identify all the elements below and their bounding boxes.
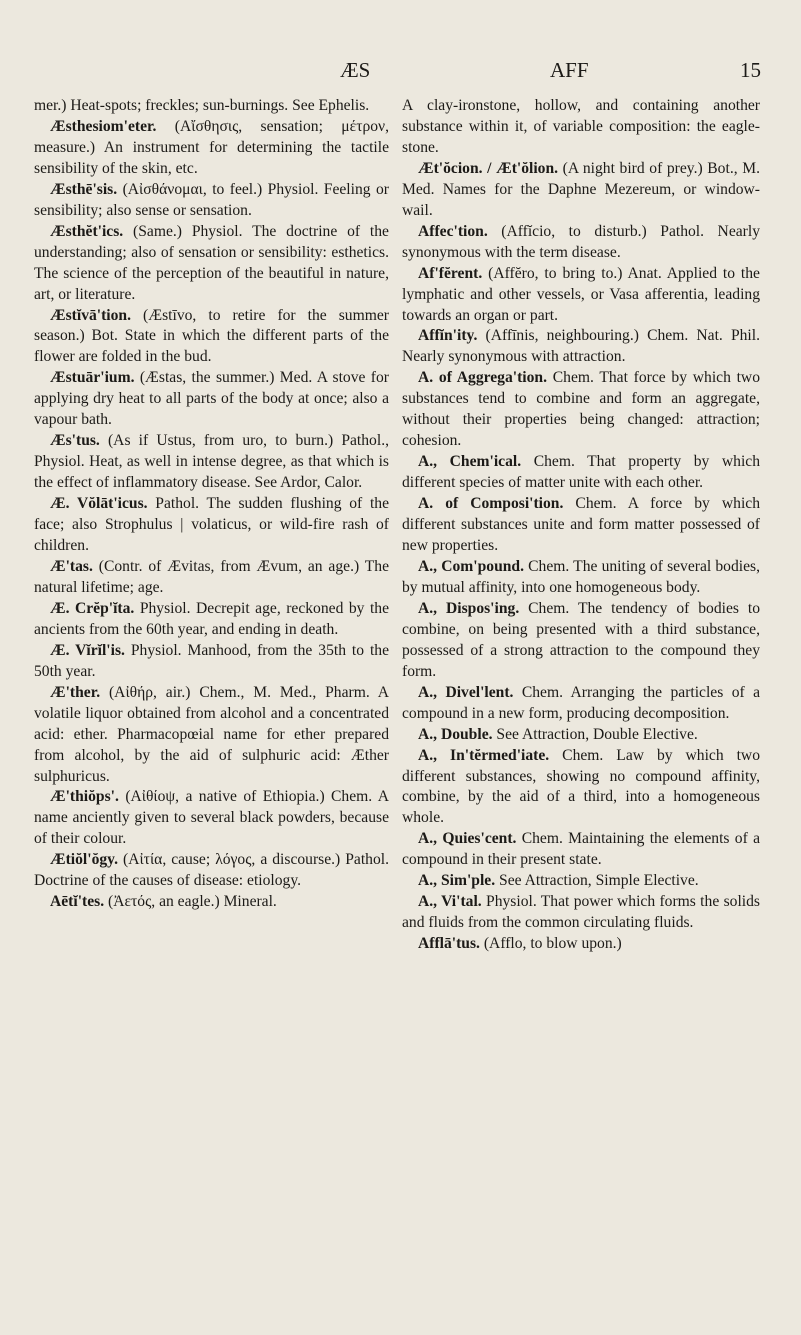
entry-headword: Æ. Vŏlāt'icus. — [50, 495, 148, 513]
dictionary-entry — [402, 326, 760, 368]
dictionary-entry — [34, 557, 389, 599]
entry-definition: Chem. That force by which two substances tend to combine and form an aggregate, without their properties being changed: attraction; cohesion. — [402, 369, 760, 450]
dictionary-entry — [402, 368, 760, 452]
entry-definition: (Æstīvo, to retire for the summer season.) Bot. State in which the different parts of the flower are folded in the bud. — [34, 306, 389, 366]
dictionary-entry — [402, 96, 760, 159]
dictionary-entry — [402, 222, 760, 264]
entry-definition: (A night bird of prey.) Bot., M. Med. Names for the Daphne Mezereum, or window-wail. — [402, 159, 760, 219]
dictionary-entry — [402, 725, 760, 746]
entry-headword: A., Chem'ical. — [418, 453, 522, 471]
entry-definition: Chem. That property by which different species of matter unite with each other. — [402, 453, 760, 492]
entry-headword: Æ'tas. — [50, 557, 93, 575]
entry-headword: A., Dispos'ing. — [418, 599, 520, 617]
entry-headword: Affĭn'ity. — [418, 327, 478, 345]
entry-definition: Chem. A force by which different substances unite and form matter possessed of new properties. — [402, 495, 760, 555]
entry-definition: (Affīnis, neighbouring.) Chem. Nat. Phil. Nearly synonymous with attraction. — [402, 327, 760, 366]
dictionary-entry — [34, 641, 389, 683]
entry-definition: Pathol. The sudden flushing of the face; also Strophulus | volaticus, or wild-fire rash of children. — [34, 495, 389, 555]
entry-definition: Physiol. Manhood, from the 35th to the 50th year. — [34, 641, 390, 680]
dictionary-entry — [402, 264, 760, 327]
entry-headword: Æ. Crĕp'ĭta. — [50, 599, 135, 617]
entry-definition: A clay-ironstone, hollow, and containing another substance within it, of variable composition: the eagle-stone. — [402, 97, 760, 156]
entry-headword: A., Com'pound. — [418, 557, 524, 575]
dictionary-entry — [402, 683, 760, 725]
entry-definition: See Attraction, Double Elective. — [496, 725, 698, 743]
entry-headword: Æ. Vĭrĭl'is. — [50, 641, 125, 659]
entry-headword: Afflā'tus. — [418, 935, 480, 953]
entry-headword: Æ'ther. — [50, 683, 101, 701]
entry-headword: A., Sim'ple. — [418, 872, 496, 890]
entry-definition: (Same.) Physiol. The doctrine of the understanding; also of sensation or sensibility: esthetics. The science of the perception of the beautiful in nature, art, or literature. — [34, 222, 389, 303]
entry-headword: Af'fĕrent. — [418, 264, 483, 282]
dictionary-entry — [402, 494, 760, 557]
entry-headword: A., Double. — [418, 725, 493, 743]
entry-headword: Æsthĕt'ics. — [50, 222, 124, 240]
running-header — [0, 58, 801, 88]
entry-headword: Affec'tion. — [418, 222, 488, 240]
entry-definition: Chem. The uniting of several bodies, by mutual affinity, into one homogeneous body. — [402, 557, 760, 596]
dictionary-entry — [34, 787, 389, 850]
entry-headword: Æsthē'sis. — [50, 180, 118, 198]
entry-definition: Physiol. Decrepit age, reckoned by the ancients from the 60th year, and ending in death. — [34, 599, 389, 638]
entry-headword: Æstĭvā'tion. — [50, 306, 132, 324]
entry-definition: Chem. Law by which two different substances, showing no compound affinity, combine, by the aid of a third, into a homogeneous whole. — [402, 746, 760, 827]
entry-definition: (Affĭcio, to disturb.) Pathol. Nearly synonymous with the term disease. — [402, 222, 760, 261]
entry-headword: Ætiŏl'ŏgy. — [50, 851, 119, 869]
dictionary-entry — [402, 557, 760, 599]
entry-definition: (Ἀετός, an eagle.) Mineral. — [108, 893, 277, 911]
entry-definition: Physiol. That power which forms the solids and fluids from the common circulating fluids. — [402, 893, 760, 932]
entry-headword: Æsthesiom'eter. — [50, 117, 157, 135]
dictionary-entry — [34, 222, 389, 306]
dictionary-entry — [34, 431, 389, 494]
dictionary-entry — [34, 117, 389, 180]
dictionary-entry — [402, 746, 760, 830]
entry-headword: A. of Composi'tion. — [418, 495, 564, 513]
entry-definition: (Æstas, the summer.) Med. A stove for applying dry heat to all parts of the body at once; also a vapour bath. — [34, 369, 389, 429]
dictionary-entry — [34, 306, 389, 369]
page-number: 15 — [740, 58, 761, 82]
entry-definition: (Αἰτία, cause; λόγος, a discourse.) Pathol. Doctrine of the causes of disease: etiology. — [34, 851, 389, 890]
dictionary-entry — [34, 892, 389, 913]
entry-headword: A., Vi'tal. — [418, 893, 482, 911]
entry-headword: Æstuār'ium. — [50, 369, 135, 387]
entry-headword: Aētĭ'tes. — [50, 893, 105, 911]
dictionary-entry — [402, 829, 760, 871]
entry-definition: (Αἴσθησις, sensation; μέτρον, measure.) An instrument for determining the tactile sensibility of the skin, etc. — [34, 117, 389, 177]
entry-definition: (Afflo, to blow upon.) — [483, 935, 622, 953]
entry-definition: Chem. Maintaining the elements of a compound in their present state. — [402, 830, 760, 869]
dictionary-entry — [402, 599, 760, 683]
entry-headword: A., Divel'lent. — [418, 683, 514, 701]
entry-headword: Æt'ŏcion. / Æt'ŏlion. — [418, 159, 559, 177]
entry-headword: Æ'thiŏps'. — [50, 788, 119, 806]
entry-definition: Chem. The tendency of bodies to combine, on being presented with a third substance, possessed of a strong attraction to the compound they form. — [402, 599, 760, 680]
dictionary-entry — [402, 159, 760, 222]
dictionary-entry — [34, 96, 389, 117]
dictionary-entry — [34, 368, 389, 431]
dictionary-entry — [402, 871, 760, 892]
dictionary-entry — [34, 599, 389, 641]
dictionary-entry — [34, 683, 389, 788]
dictionary-entry — [402, 892, 760, 934]
entry-definition: (Αἰσθάνομαι, to feel.) Physiol. Feeling or sensibility; also sense or sensation. — [34, 180, 389, 219]
entry-headword: A., In'tĕrmed'iate. — [418, 746, 550, 764]
entry-definition: Chem. Arranging the particles of a compound in a new form, producing decomposition. — [402, 683, 760, 722]
entry-definition: (As if Ustus, from uro, to burn.) Pathol., Physiol. Heat, as well in intense degree, as that which is the effect of inflammatory disease. See Ardor, Calor. — [34, 432, 389, 492]
dictionary-entry — [34, 494, 389, 557]
dictionary-entry — [402, 452, 760, 494]
header-center: AFF — [550, 58, 589, 82]
entry-definition: (Affĕro, to bring to.) Anat. Applied to the lymphatic and other vessels, or Vasa afferentia, leading towards an organ or part. — [402, 264, 760, 324]
entry-definition: (Αἰθήρ, air.) Chem., M. Med., Pharm. A volatile liquor obtained from alcohol and a concentrated acid: ether. Pharmacopœial name for ether prepared from alcohol, by the aid of sulphuric acid: Æther sulphuricus. — [34, 683, 389, 785]
left-column — [34, 96, 389, 913]
entry-headword: Æs'tus. — [50, 432, 100, 450]
entry-definition: See Attraction, Simple Elective. — [499, 872, 699, 890]
header-left: ÆS — [340, 58, 371, 82]
dictionary-entry — [402, 934, 760, 955]
entry-headword: A., Quies'cent. — [418, 830, 517, 848]
entry-definition: mer.) Heat-spots; freckles; sun-burnings. See Ephelis. — [34, 97, 370, 114]
dictionary-entry — [34, 850, 389, 892]
dictionary-entry — [34, 180, 389, 222]
entry-definition: (Αἰθίοψ, a native of Ethiopia.) Chem. A name anciently given to several black powders, because of their colour. — [34, 788, 389, 848]
entry-headword: A. of Aggrega'tion. — [418, 369, 547, 387]
right-column — [402, 96, 760, 955]
entry-definition: (Contr. of Ævitas, from Ævum, an age.) The natural lifetime; age. — [34, 557, 389, 596]
